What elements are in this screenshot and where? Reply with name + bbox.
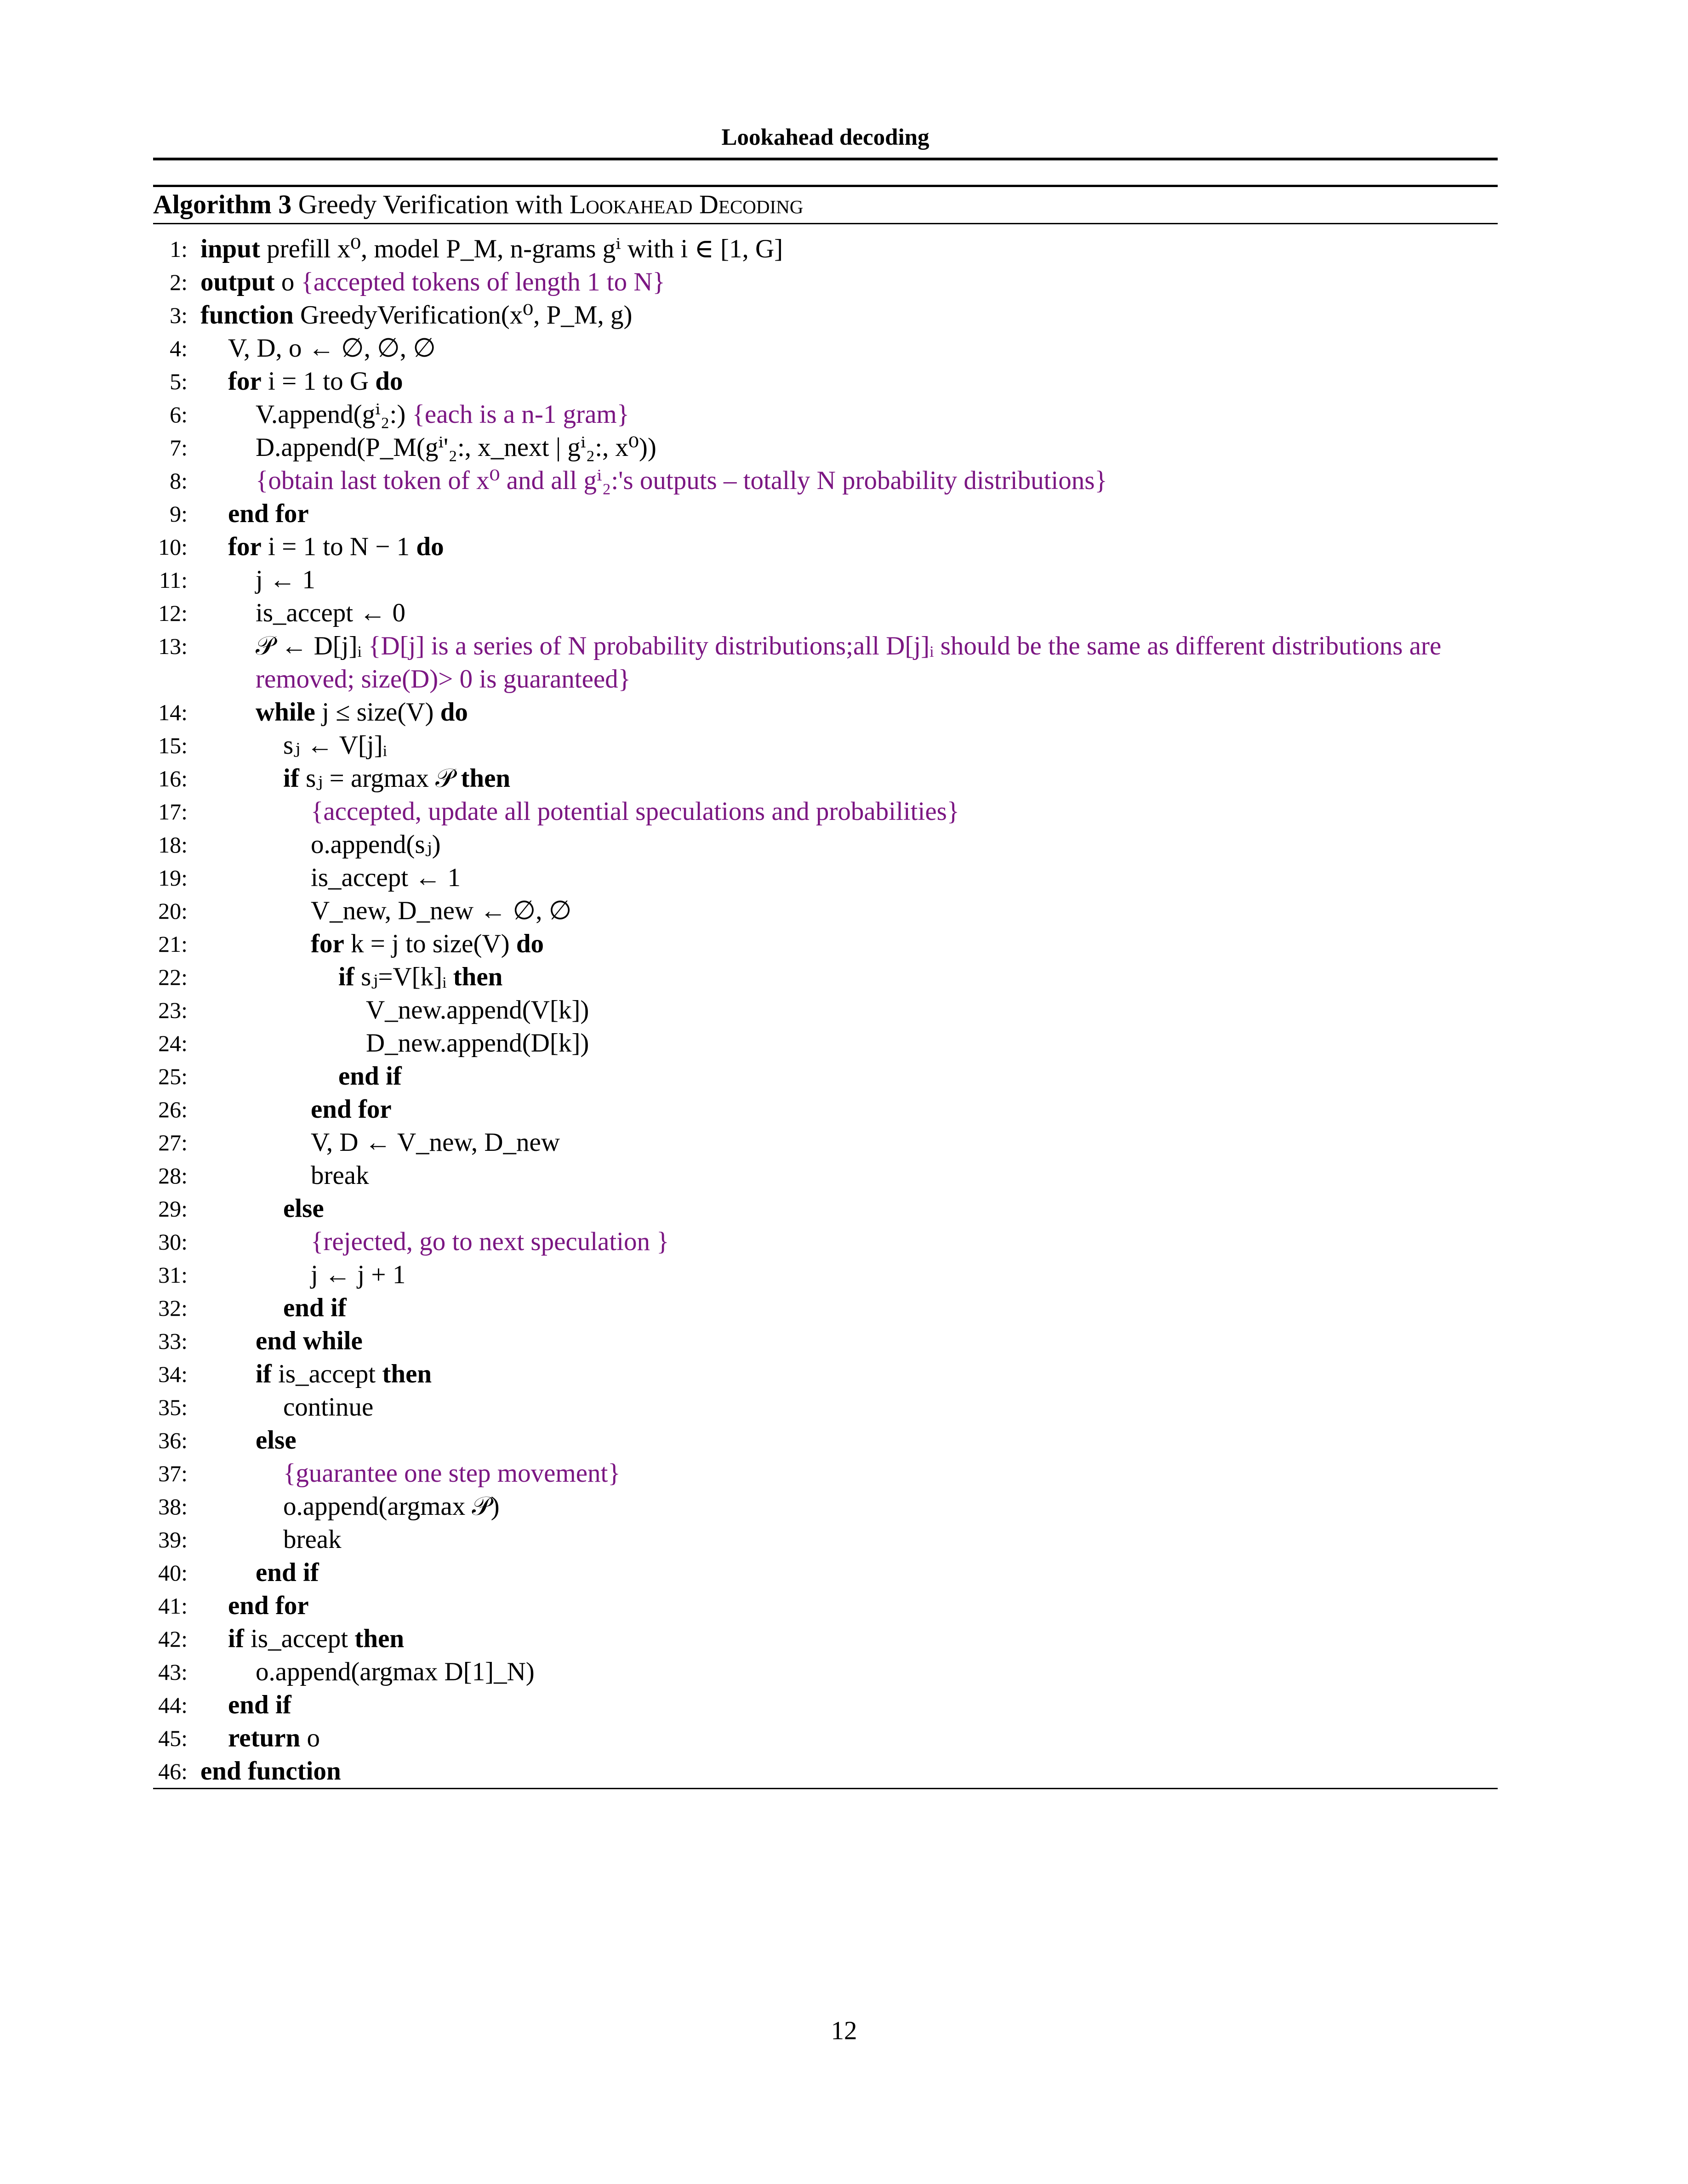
line-comment: {guarantee one step movement} (283, 1459, 621, 1488)
line-code (311, 1225, 1498, 1258)
line-number: 3: (170, 302, 188, 328)
line-number: 46: (158, 1758, 188, 1784)
line-number: 25: (158, 1064, 188, 1089)
line-keyword: if (256, 1359, 272, 1388)
line-number: 34: (158, 1361, 188, 1387)
line-code (283, 729, 1498, 762)
line-number: 23: (158, 997, 188, 1023)
line-code (256, 563, 1498, 597)
algorithm-line (153, 398, 1498, 431)
algorithm-title-method: Lookahead Decoding (569, 189, 804, 219)
line-statement: D_new.append(D[k]) (366, 1029, 589, 1058)
line-keyword-trailing: then (461, 764, 511, 793)
algorithm-line (153, 1722, 1498, 1755)
line-code (200, 1755, 1498, 1788)
line-code (228, 1622, 1498, 1655)
line-code (283, 1291, 1498, 1325)
line-keyword-trailing: do (416, 532, 444, 561)
line-statement: k = j to size(V) (351, 929, 510, 958)
line-number: 45: (158, 1725, 188, 1751)
line-number: 42: (158, 1626, 188, 1652)
line-statement: j ← 1 (256, 565, 315, 594)
line-number: 33: (158, 1328, 188, 1354)
algorithm-line (153, 431, 1498, 464)
line-number: 37: (158, 1461, 188, 1486)
algorithm-line (153, 1424, 1498, 1457)
line-statement: o (307, 1723, 320, 1752)
algorithm-line (153, 332, 1498, 365)
algorithm-line (153, 365, 1498, 398)
line-keyword: if (338, 962, 354, 991)
algorithm-line (153, 563, 1498, 597)
line-comment: {D[j] is a series of N probability distributions;all D[j]ᵢ should be the same as different distributions are removed; size(D)> 0 is guaranteed} (256, 631, 1442, 694)
line-statement: j ≤ size(V) (322, 698, 434, 727)
algorithm-line (153, 1556, 1498, 1589)
line-code (311, 1258, 1498, 1291)
algorithm-line (153, 233, 1498, 266)
line-statement: is_accept (251, 1624, 348, 1653)
algorithm-line (153, 1358, 1498, 1391)
line-code (228, 1589, 1498, 1622)
line-code (283, 1457, 1498, 1490)
line-code (311, 1159, 1498, 1192)
line-keyword: return (228, 1723, 301, 1752)
line-number: 19: (158, 865, 188, 891)
line-statement: V, D, o ← ∅, ∅, ∅ (228, 334, 436, 363)
line-keyword-trailing: then (382, 1359, 432, 1388)
line-number: 29: (158, 1196, 188, 1222)
line-code (311, 1126, 1498, 1159)
algorithm-line (153, 464, 1498, 497)
line-comment: {accepted, update all potential speculations and probabilities} (311, 797, 960, 826)
algorithm-bottom-rule (153, 1788, 1498, 1789)
line-code (283, 1391, 1498, 1424)
line-code (256, 597, 1498, 630)
line-number: 10: (158, 534, 188, 560)
line-keyword: end if (283, 1293, 347, 1322)
line-code (283, 1523, 1498, 1556)
algorithm-line (153, 961, 1498, 994)
algorithm-line (153, 894, 1498, 927)
line-number: 38: (158, 1494, 188, 1519)
algorithm-line (153, 927, 1498, 961)
line-statement: D.append(P_M(gⁱ'₂:, x_next | gⁱ₂:, x⁰)) (256, 433, 656, 462)
line-code (256, 398, 1498, 431)
line-code (228, 1689, 1498, 1722)
line-number: 4: (170, 336, 188, 361)
line-code (256, 431, 1498, 464)
line-number: 32: (158, 1295, 188, 1321)
algorithm-label: Algorithm 3 (153, 189, 292, 219)
line-statement: V.append(gⁱ₂:) (256, 400, 406, 429)
algorithm-line (153, 795, 1498, 828)
line-number: 17: (158, 799, 188, 825)
line-keyword: end for (311, 1095, 392, 1124)
line-keyword-trailing: then (453, 962, 503, 991)
line-keyword: end if (228, 1690, 291, 1719)
algorithm-line (153, 861, 1498, 894)
algorithm-line (153, 1093, 1498, 1126)
line-code (366, 994, 1498, 1027)
line-code (338, 961, 1498, 994)
line-number: 2: (170, 269, 188, 295)
line-comment: {obtain last token of x⁰ and all gⁱ₂:'s outputs – totally N probability distributions} (256, 466, 1107, 495)
line-keyword: end for (228, 499, 309, 528)
line-code (228, 332, 1498, 365)
line-comment: {accepted tokens of length 1 to N} (301, 267, 665, 296)
line-statement: o (281, 267, 295, 296)
line-number: 7: (170, 435, 188, 461)
line-statement: V, D ← V_new, D_new (311, 1128, 560, 1157)
line-keyword: end if (256, 1558, 319, 1587)
line-code (311, 795, 1498, 828)
line-statement: sⱼ ← V[j]ᵢ (283, 731, 387, 760)
algorithm-line (153, 1291, 1498, 1325)
line-code (200, 299, 1498, 332)
line-number: 11: (159, 567, 188, 593)
algorithm-line (153, 1027, 1498, 1060)
line-code (256, 1358, 1498, 1391)
line-keyword: end for (228, 1591, 309, 1620)
algorithm-line (153, 1325, 1498, 1358)
running-title: Lookahead decoding (721, 125, 930, 150)
line-statement: V_new.append(V[k]) (366, 995, 589, 1024)
algorithm-line (153, 1258, 1498, 1291)
line-number: 30: (158, 1229, 188, 1255)
line-keyword: function (200, 301, 294, 330)
line-statement: sⱼ = argmax 𝒫 (306, 764, 455, 793)
header-rule (153, 158, 1498, 160)
line-keyword: for (311, 929, 344, 958)
line-number: 35: (158, 1394, 188, 1420)
line-code (256, 630, 1498, 696)
algorithm-line (153, 630, 1498, 696)
line-code (256, 1424, 1498, 1457)
line-keyword: if (283, 764, 299, 793)
line-code (311, 894, 1498, 927)
line-number: 22: (158, 964, 188, 990)
line-statement: o.append(sⱼ) (311, 830, 441, 859)
algorithm-line (153, 1523, 1498, 1556)
line-code (256, 1655, 1498, 1689)
line-comment: {each is a n-1 gram} (412, 400, 630, 429)
line-keyword: for (228, 532, 262, 561)
line-number: 31: (158, 1262, 188, 1288)
line-number: 18: (158, 832, 188, 858)
line-keyword: output (200, 267, 275, 296)
algorithm-line (153, 762, 1498, 795)
line-code (311, 861, 1498, 894)
line-keyword: else (256, 1426, 297, 1455)
line-number: 44: (158, 1692, 188, 1718)
line-number: 8: (170, 468, 188, 494)
line-code (256, 464, 1498, 497)
line-number: 1: (170, 236, 188, 262)
algorithm-line (153, 1126, 1498, 1159)
line-code (366, 1027, 1498, 1060)
line-number: 41: (158, 1593, 188, 1619)
line-keyword: if (228, 1624, 244, 1653)
line-statement: 𝒫 ← D[j]ᵢ (256, 631, 362, 660)
line-statement: j ← j + 1 (311, 1260, 406, 1289)
algorithm-line (153, 1391, 1498, 1424)
line-code (200, 266, 1498, 299)
algorithm-line (153, 994, 1498, 1027)
line-statement: is_accept ← 0 (256, 598, 406, 627)
line-statement: o.append(argmax 𝒫) (283, 1492, 500, 1521)
line-code (283, 1490, 1498, 1523)
algorithm-caption-rule (153, 223, 1498, 224)
line-code (338, 1060, 1498, 1093)
algorithm-line (153, 828, 1498, 861)
line-number: 6: (170, 402, 188, 427)
algorithm-line (153, 1755, 1498, 1788)
line-number: 14: (158, 700, 188, 725)
line-code (200, 233, 1498, 266)
line-number: 28: (158, 1163, 188, 1189)
line-keyword-trailing: do (440, 698, 468, 727)
line-number: 43: (158, 1659, 188, 1685)
line-keyword: else (283, 1194, 324, 1223)
line-number: 13: (158, 633, 188, 659)
line-number: 40: (158, 1560, 188, 1586)
line-number: 12: (158, 600, 188, 626)
algorithm-line (153, 1457, 1498, 1490)
line-statement: i = 1 to N − 1 (268, 532, 410, 561)
line-keyword-trailing: do (516, 929, 544, 958)
algorithm-line (153, 696, 1498, 729)
algorithm-line (153, 530, 1498, 563)
line-comment: {rejected, go to next speculation } (311, 1227, 669, 1256)
line-code (228, 530, 1498, 563)
line-number: 21: (158, 931, 188, 957)
line-code (311, 828, 1498, 861)
line-number: 16: (158, 766, 188, 791)
line-statement: is_accept ← 1 (311, 863, 461, 892)
algorithm-line (153, 1060, 1498, 1093)
algorithm-line (153, 1622, 1498, 1655)
line-keyword-trailing: then (354, 1624, 405, 1653)
line-number: 26: (158, 1097, 188, 1122)
algorithm-line (153, 1159, 1498, 1192)
line-keyword: while (256, 698, 315, 727)
line-number: 9: (170, 501, 188, 527)
line-code (256, 696, 1498, 729)
algorithm-line (153, 299, 1498, 332)
algorithm-line (153, 1689, 1498, 1722)
page-number: 12 (831, 2016, 857, 2045)
line-statement: is_accept (278, 1359, 376, 1388)
algorithm-line (153, 1192, 1498, 1225)
line-number: 20: (158, 898, 188, 924)
line-keyword: end while (256, 1326, 363, 1355)
algorithm-line (153, 1490, 1498, 1523)
line-code (256, 1325, 1498, 1358)
algorithm-caption (153, 186, 803, 223)
line-statement: break (311, 1161, 369, 1190)
algorithm-line (153, 1225, 1498, 1258)
line-statement: break (283, 1525, 342, 1554)
line-code (228, 497, 1498, 530)
line-keyword: input (200, 234, 260, 263)
line-number: 24: (158, 1030, 188, 1056)
line-code (256, 1556, 1498, 1589)
line-keyword: end if (338, 1062, 402, 1091)
line-number: 36: (158, 1428, 188, 1453)
line-keyword-trailing: do (375, 367, 403, 396)
line-number: 5: (170, 369, 188, 394)
algorithm-line (153, 729, 1498, 762)
line-keyword: end function (200, 1757, 341, 1786)
line-statement: GreedyVerification(x⁰, P_M, g) (300, 301, 633, 330)
line-statement: prefill x⁰, model P_M, n-grams gⁱ with i ∈ [1, G] (267, 234, 783, 263)
line-number: 27: (158, 1130, 188, 1155)
algorithm-title: Greedy Verification with (298, 189, 563, 219)
algorithm-line (153, 597, 1498, 630)
line-code (228, 1722, 1498, 1755)
line-statement: V_new, D_new ← ∅, ∅ (311, 896, 572, 925)
line-statement: continue (283, 1393, 374, 1422)
line-code (283, 762, 1498, 795)
line-statement: o.append(argmax D[1]_N) (256, 1657, 535, 1686)
line-code (311, 927, 1498, 961)
line-number: 39: (158, 1527, 188, 1553)
line-keyword: for (228, 367, 262, 396)
algorithm-line (153, 1589, 1498, 1622)
line-statement: i = 1 to G (268, 367, 369, 396)
line-code (283, 1192, 1498, 1225)
line-code (228, 365, 1498, 398)
line-statement: sⱼ=V[k]ᵢ (361, 962, 447, 991)
line-number: 15: (158, 733, 188, 758)
algorithm-body (153, 233, 1498, 1788)
algorithm-line (153, 266, 1498, 299)
algorithm-line (153, 1655, 1498, 1689)
line-code (311, 1093, 1498, 1126)
algorithm-line (153, 497, 1498, 530)
